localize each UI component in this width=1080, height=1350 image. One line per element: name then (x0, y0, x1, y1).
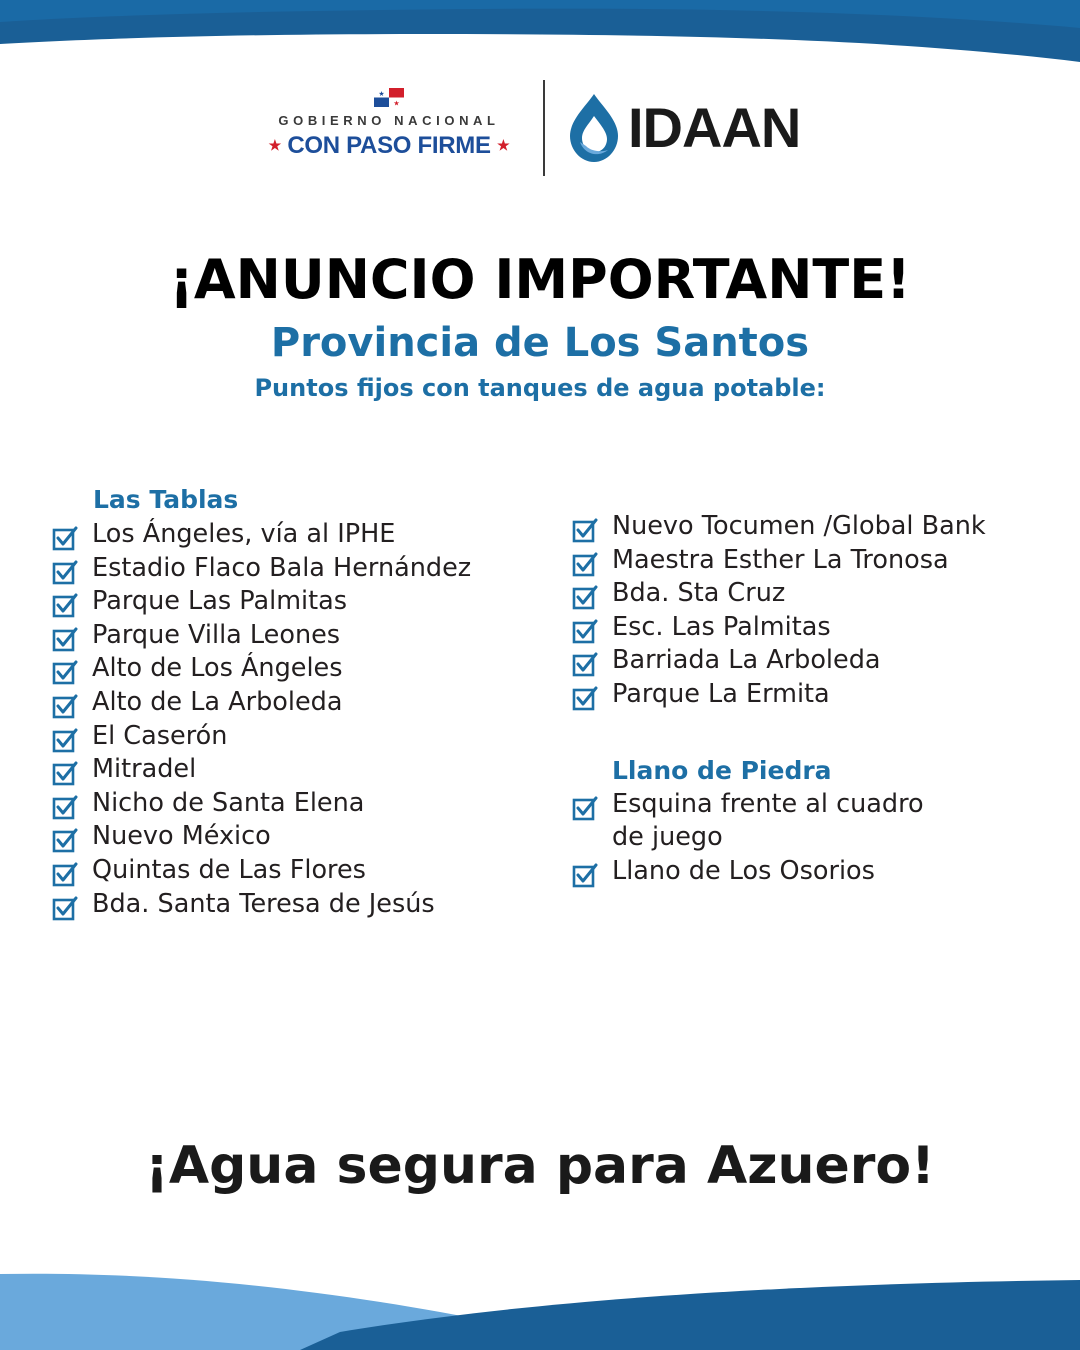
bottom-wave-decoration (0, 1270, 1080, 1350)
list-item (52, 585, 552, 619)
list-item (572, 544, 1072, 578)
list-item-label: Alto de Los Ángeles (92, 653, 343, 684)
list-item (572, 855, 1072, 889)
checkbox-checked-icon (572, 795, 598, 821)
list-item-label: Parque La Ermita (612, 678, 830, 709)
checkbox-checked-icon (52, 895, 78, 921)
list-item (52, 720, 552, 754)
section-title-las-tablas: Las Tablas (93, 485, 239, 514)
description-text: Puntos fijos con tanques de agua potable: (254, 374, 826, 402)
checkbox-checked-icon (52, 659, 78, 685)
checkbox-checked-icon (572, 618, 598, 644)
government-slogan (254, 132, 524, 160)
svg-text:★: ★ (393, 99, 400, 107)
list-item-label: Bda. Sta Cruz (612, 578, 786, 609)
checkbox-checked-icon (572, 651, 598, 677)
checkbox-checked-icon (52, 727, 78, 753)
list-item-label: Parque Las Palmitas (92, 586, 348, 617)
list-item-label: Llano de Los Osorios (612, 855, 875, 886)
list-item-label-continued: de juego (612, 822, 723, 853)
list-item-label: Alto de La Arboleda (92, 686, 343, 717)
checkbox-checked-icon (52, 693, 78, 719)
checkbox-checked-icon (52, 592, 78, 618)
checkbox-checked-icon (52, 827, 78, 853)
list-item-label: Barriada La Arboleda (612, 645, 881, 676)
list-item-label: Nuevo Tocumen /Global Bank (612, 511, 986, 541)
logo-header (0, 78, 1080, 178)
list-item-label: El Caserón (92, 720, 228, 751)
list-item (52, 552, 552, 586)
list-item (52, 888, 552, 922)
las-tablas-list (52, 482, 552, 921)
footer-tagline: ¡Agua segura para Azuero! (145, 1136, 935, 1196)
list-item-label: Esquina frente al cuadro (612, 788, 924, 819)
checkbox-checked-icon (572, 584, 598, 610)
checkbox-checked-icon (52, 525, 78, 551)
svg-text:★: ★ (378, 89, 385, 98)
list-item (572, 577, 1072, 611)
star-icon: ★ (268, 137, 281, 153)
las-tablas-list-continued (572, 510, 1072, 888)
checkbox-checked-icon (572, 862, 598, 888)
checkbox-checked-icon (572, 517, 598, 543)
panama-flag-icon (374, 88, 404, 107)
list-item (572, 611, 1072, 645)
list-item (52, 820, 552, 854)
star-icon: ★ (497, 137, 510, 153)
list-item-label: Nicho de Santa Elena (92, 787, 365, 818)
checkbox-checked-icon (52, 626, 78, 652)
list-item-label: Parque Villa Leones (92, 619, 341, 650)
list-item (572, 510, 1072, 544)
checkbox-checked-icon (52, 760, 78, 786)
top-wave-decoration (0, 0, 1080, 70)
checkbox-checked-icon (572, 551, 598, 577)
list-item (52, 652, 552, 686)
government-slogan-text: CON PASO FIRME (287, 132, 491, 159)
list-item-label: Estadio Flaco Bala Hernández (92, 552, 472, 583)
list-item (52, 619, 552, 653)
list-item (52, 518, 552, 552)
list-item (572, 678, 1072, 712)
water-drop-icon (562, 92, 626, 164)
list-item (572, 644, 1072, 678)
checkbox-checked-icon (52, 861, 78, 887)
idaan-wordmark: IDAAN (628, 96, 801, 159)
list-item (572, 788, 1072, 855)
checkbox-checked-icon (572, 685, 598, 711)
list-item-label: Esc. Las Palmitas (612, 611, 831, 642)
section-title-llano-de-piedra: Llano de Piedra (612, 755, 832, 785)
list-item-label: Mitradel (92, 754, 197, 785)
government-logo (254, 88, 524, 160)
list-item-label: Quintas de Las Flores (92, 854, 366, 885)
list-item-label: Los Ángeles, vía al IPHE (92, 519, 396, 549)
list-item-label: Bda. Santa Teresa de Jesús (92, 888, 435, 919)
list-item (52, 686, 552, 720)
llano-de-piedra-list (572, 754, 1072, 889)
list-item-label: Nuevo México (92, 821, 271, 852)
list-item-label: Maestra Esther La Tronosa (612, 544, 949, 575)
list-item (52, 753, 552, 787)
checkbox-checked-icon (52, 794, 78, 820)
government-name: GOBIERNO NACIONAL (278, 113, 500, 128)
province-subtitle: Provincia de Los Santos (270, 320, 810, 366)
logo-divider (543, 80, 545, 176)
list-item (52, 854, 552, 888)
list-item (52, 787, 552, 821)
checkbox-checked-icon (52, 559, 78, 585)
announcement-title: ¡ANUNCIO IMPORTANTE! (169, 248, 911, 311)
